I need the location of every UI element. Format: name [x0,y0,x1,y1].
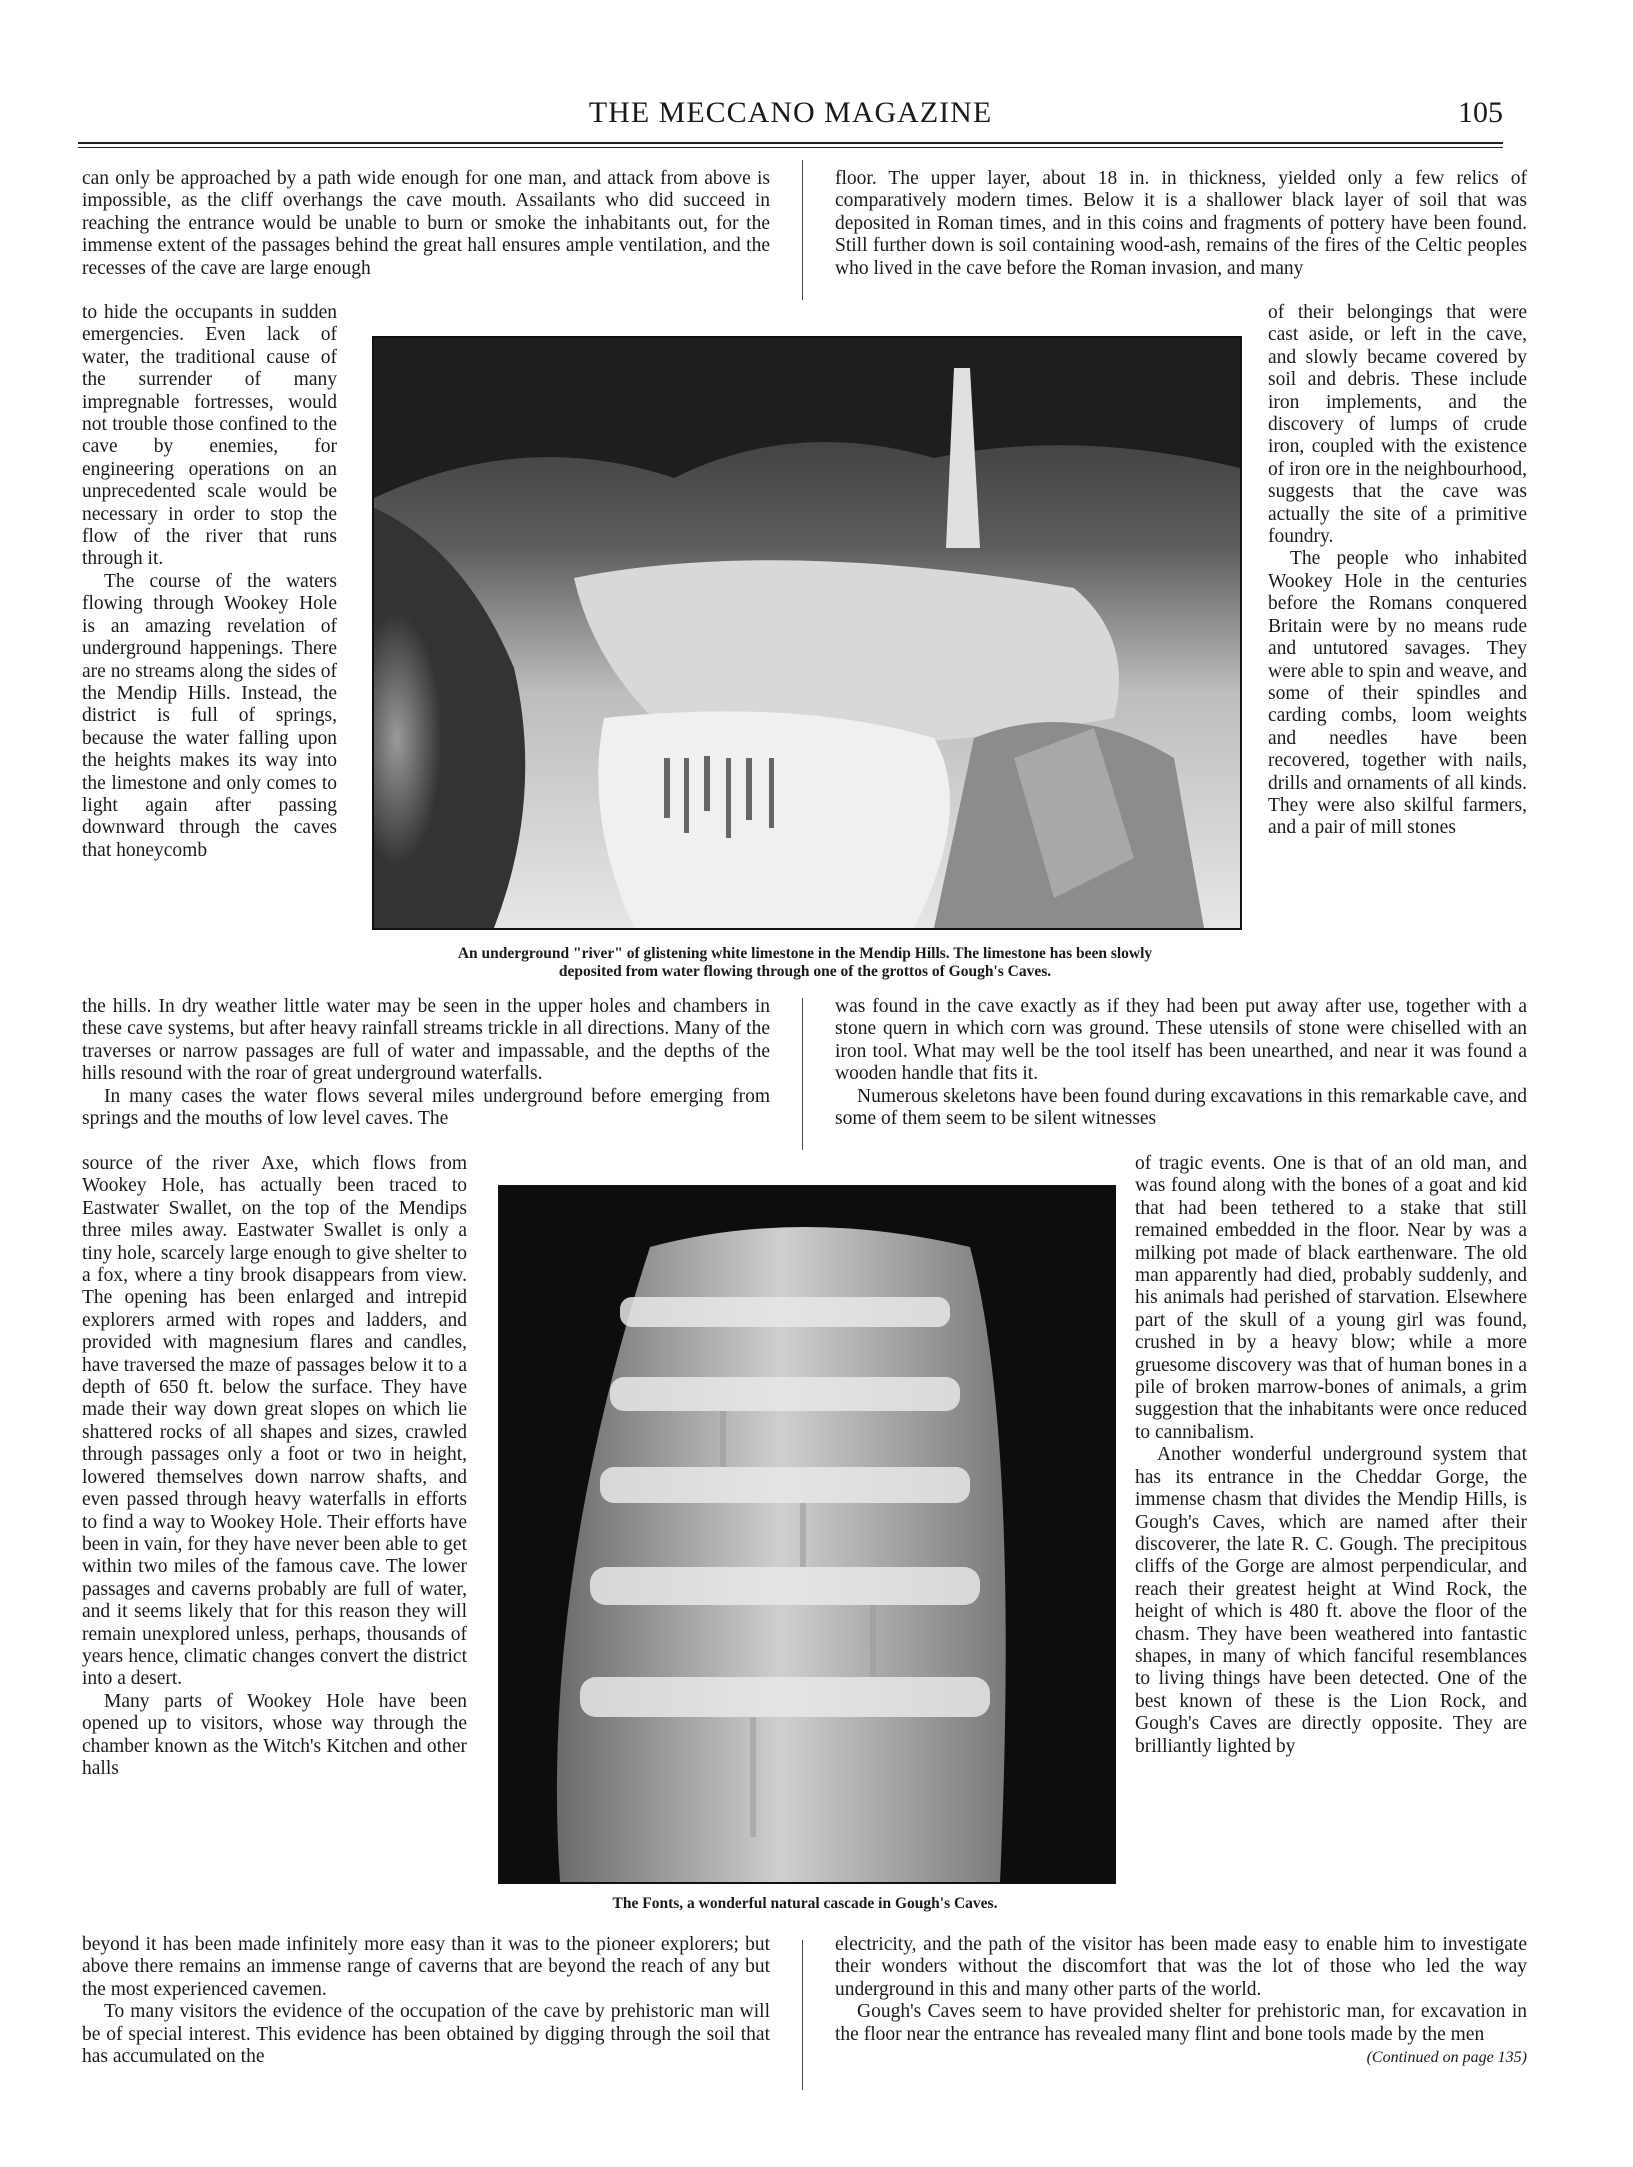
underground-river-photo [372,336,1242,930]
paragraph: beyond it has been made infinitely more easy than it was to the pioneer explorers; but above there remains an immense range of caverns that are beyond the reach of any but the most experienced cavemen. [82,1934,770,2000]
paragraph: The people who inhabited Wookey Hole in the centuries before the Romans conquered Britain were by no means rude and untutored savages. They were able to spin and weave, and some of their spindles and carding combs, loom weights and needles have been recovered, together with nails, drills and ornaments of all kinds. They were also skilful farmers, and a pair of mill stones [1268,548,1527,839]
paragraph: In many cases the water flows several miles underground before emerging from springs and the mouths of low level caves. The [82,1085,770,1130]
paragraph: Gough's Caves seem to have provided shelter for prehistoric man, for excavation in the floor near the entrance has revealed many flint and bone tools made by the men [835,2001,1527,2045]
page-number: 105 [1458,96,1503,129]
left-column-mid-text [82,996,770,1130]
right-column-bottom-text [835,1934,1527,2069]
paragraph: was found in the cave exactly as if they had been put away after use, together with a stone quern in which corn was ground. These utensils of stone were chiselled with an iron tool. What may well be the tool itself has been unearthed, and near it was found a wooden handle that fits it. [835,996,1527,1085]
paragraph: source of the river Axe, which flows from Wookey Hole, has actually been traced to Eastwater Swallet, on the top of the Mendips three miles away. Eastwater Swallet is only a tiny hole, scarcely large enough to give shelter to a fox, where a tiny brook disappears from view. The opening has been enlarged and intrepid explorers armed with ropes and ladders, and provided with magnesium flares and candles, have traversed the maze of passages below it to a depth of 650 ft. below the surface. They have made their way down great slopes on which lie shattered rocks of all shapes and sizes, crawled through passages only a foot or two in height, lowered themselves down narrow shafts, and even passed through heavy waterfalls in efforts to find a way to Wookey Hole. Their efforts have been in vain, for they have never been able to get within two miles of the famous cave. The lower passages and caverns probably are full of water, and it seems likely that for this reason they will remain unexplored unless, perhaps, thousands of years hence, climatic changes convert the district into a desert. [82,1153,467,1690]
cascade-image [500,1187,1114,1882]
left-column-narrow-text [82,302,337,862]
magazine-title: THE MECCANO MAGAZINE [588,96,993,129]
paragraph: of tragic events. One is that of an old man, and was found along with the bones of a goat and kid that had been tethered to a stake that still remained embedded in the floor. Near by was a milking pot made of black earthenware. The old man apparently had died, probably suddenly, and his animals had perished of starvation. Elsewhere part of the skull of a young girl was found, crushed in by a heavy blow; while a more gruesome discovery was that of human bones in a pile of broken marrow-bones of animals, a grim suggestion that the inhabitants were once reduced to cannibalism. [1135,1153,1527,1443]
paragraph: To many visitors the evidence of the occupation of the cave by prehistoric man will be of special interest. This evidence has been obtained by digging through the soil that has accumulated on the [82,2001,770,2068]
photo1-caption-line2: deposited from water flowing through one of the grottos of Gough's Caves. [558,963,1052,980]
photo1-caption [352,945,1258,981]
continued-note [835,2046,1527,2069]
header-rule [78,142,1503,144]
right-column-top-text [835,168,1527,280]
paragraph: floor. The upper layer, about 18 in. in thickness, yielded only a few relics of comparatively modern times. Below it is a shallower black layer of soil that was deposited in Roman times, and in this coins and fragments of pottery have been found. Still further down is soil containing wood-ash, remains of the fires of the Celtic peoples who lived in the cave before the Roman invasion, and many [835,168,1527,279]
running-header [78,96,1503,136]
column-divider-top [802,160,803,300]
left-column-lower-text [82,1153,467,1780]
paragraph: The course of the waters flowing through Wookey Hole is an amazing revelation of underground happenings. There are no streams along the sides of the Mendip Hills. Instead, the district is full of springs, because the water falling upon the heights makes its way into the limestone and only comes to light again after passing downward through the caves that honeycomb [82,570,337,861]
right-column-mid-text [835,996,1527,1130]
paragraph: Another wonderful underground system that has its entrance in the Cheddar Gorge, the immense chasm that divides the Mendip Hills, is Gough's Caves, which are named after their discoverer, the late R. C. Gough. The precipitous cliffs of the Gorge are almost perpendicular, and reach their greatest height at Wind Rock, the height of which is 480 ft. above the floor of the chasm. They have been weathered into fantastic shapes, in many of which fanciful resemblances to living things have been detected. One of the best known of these is the Lion Rock, and Gough's Caves are directly opposite. They are brilliantly lighted by [1135,1444,1527,1757]
column-divider-middle [802,998,803,1150]
photo2-caption: The Fonts, a wonderful natural cascade in Gough's Caves. [612,1895,998,1912]
paragraph: Many parts of Wookey Hole have been opened up to visitors, whose way through the chamber known as the Witch's Kitchen and other halls [82,1690,467,1779]
paragraph: of their belongings that were cast aside, or left in the cave, and slowly became covered by soil and debris. These include iron implements, and the discovery of lumps of crude iron, coupled with the existence of iron ore in the neighbourhood, suggests that the cave was actually the site of a primitive foundry. [1268,302,1527,548]
paragraph: Numerous skeletons have been found during excavations in this remarkable cave, and some of them seem to be silent witnesses [835,1085,1527,1130]
paragraph: can only be approached by a path wide enough for one man, and attack from above is impossible, as the cliff overhangs the cave mouth. Assailants who did succeed in reaching the entrance would be unable to burn or smoke the inhabitants out, for the immense extent of the passages behind the great hall ensures ample ventilation, and the recesses of the cave are large enough [82,168,770,279]
left-column-top-text [82,168,770,280]
photo1-caption-line1: An underground "river" of glistening white limestone in the Mendip Hills. The limestone has been slowly [457,945,1153,962]
right-column-lower-text [1135,1153,1527,1758]
continued-label: (Continued on page 135) [1366,2049,1527,2067]
header-rule-thin [78,147,1503,148]
fonts-cascade-photo [498,1185,1116,1884]
paragraph: the hills. In dry weather little water may be seen in the upper holes and chambers in these cave systems, but after heavy rainfall streams trickle in all directions. Many of the traverses or narrow passages are full of water and impassable, and the depths of the hills resound with the roar of great underground waterfalls. [82,996,770,1085]
paragraph: to hide the occupants in sudden emergencies. Even lack of water, the traditional cause of the surrender of many impregnable fortresses, would not trouble those confined to the cave by enemies, for engineering operations on an unprecedented scale would be necessary in order to stop the flow of the river that runs through it. [82,302,337,570]
column-divider-bottom [802,1940,803,2090]
paragraph: electricity, and the path of the visitor has been made easy to enable him to investigate their wonders without the discomfort that was the lot of those who led the way underground in this and many other parts of the world. [835,1934,1527,2000]
right-column-narrow-text [1268,302,1527,840]
cave-river-image [374,338,1240,928]
left-column-bottom-text [82,1934,770,2068]
